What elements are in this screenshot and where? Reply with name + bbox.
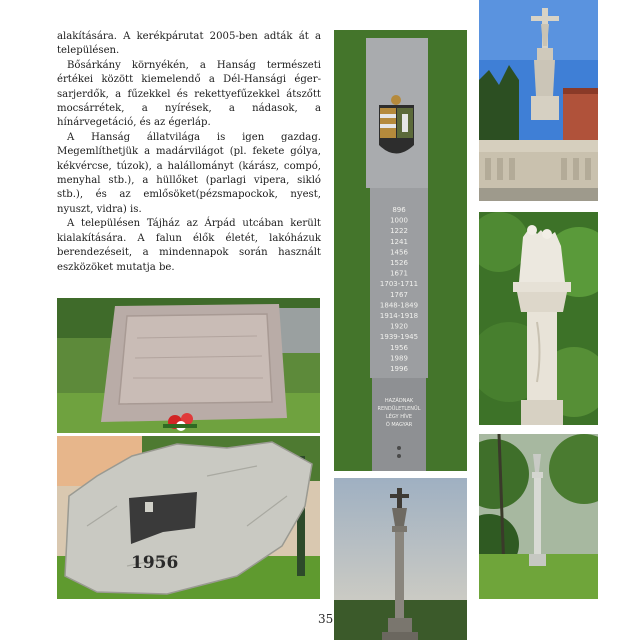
column-year: 1848-1849 xyxy=(379,301,419,310)
column-year: 1914-1918 xyxy=(379,312,419,320)
column-year: 1989 xyxy=(390,354,408,363)
body-text-column xyxy=(57,30,321,275)
page-number: 35 xyxy=(318,612,334,626)
column-motto-line: LÉGY HÍVE xyxy=(385,414,413,420)
column-year: 896 xyxy=(392,206,406,214)
paragraph-nature-values: Bősárkány környékén, a Hanság természeti értékei között kiemelendő a Dél-Hansági éger-sarjerdők, a fűzekkel és rekettyefűzekkel átszőtt mocsárrétek, a nyírések, a nádasok, a hínárvegetáció, és az égerláp. xyxy=(57,59,321,129)
column-year: 1920 xyxy=(390,322,408,331)
column-year: 1000 xyxy=(390,216,408,225)
column-year: 1241 xyxy=(390,237,408,246)
column-year: 1703-1711 xyxy=(379,280,419,289)
column-motto-line: RENDÜLETLENÜL xyxy=(377,406,421,412)
column-year: 1767 xyxy=(390,290,408,299)
photo-historic-column xyxy=(334,30,467,471)
column-motto-line: HAZÁDNAK xyxy=(384,398,414,404)
photo-calvary-cross xyxy=(479,0,598,201)
column-year: 1222 xyxy=(390,227,408,236)
column-year: 1526 xyxy=(390,259,408,267)
photo-wayside-cross xyxy=(334,478,467,640)
monument-year-text: 1956 xyxy=(131,553,179,573)
column-year: 1456 xyxy=(390,248,408,257)
column-year: 1956 xyxy=(390,343,408,352)
column-motto-line: Ó MAGYAR xyxy=(385,422,413,428)
photo-memorial-plaque xyxy=(57,298,320,433)
paragraph-tajhaz: A településen Tájház az Árpád utcában került kialakítására. A falun élők életét, lakóházuk berendezéseit, a mindennapok során használt eszközöket mutatja be. xyxy=(57,218,321,273)
photo-1956-monument xyxy=(57,436,320,599)
paragraph-wildlife: A Hanság állatvilága is igen gazdag. Megemlíthetjük a madárvilágot (pl. fekete gólya, kékvércse, túzok), a halállományt (kárász, compó, menyhal stb.), a hüllőket (parlagi vipera, sikló stb.), és az emlősöket(pézsmapockok, nyest, nyuszt, vidra) is. xyxy=(57,131,321,215)
column-year: 1939-1945 xyxy=(379,333,419,342)
photo-statue-in-park xyxy=(479,434,598,599)
paragraph-bike-path: alakítására. A kerékpárutat 2005-ben adták át a településen. xyxy=(57,31,321,57)
column-year: 1996 xyxy=(390,365,408,373)
column-year: 1671 xyxy=(390,269,408,278)
photo-saints-statue xyxy=(479,212,598,425)
